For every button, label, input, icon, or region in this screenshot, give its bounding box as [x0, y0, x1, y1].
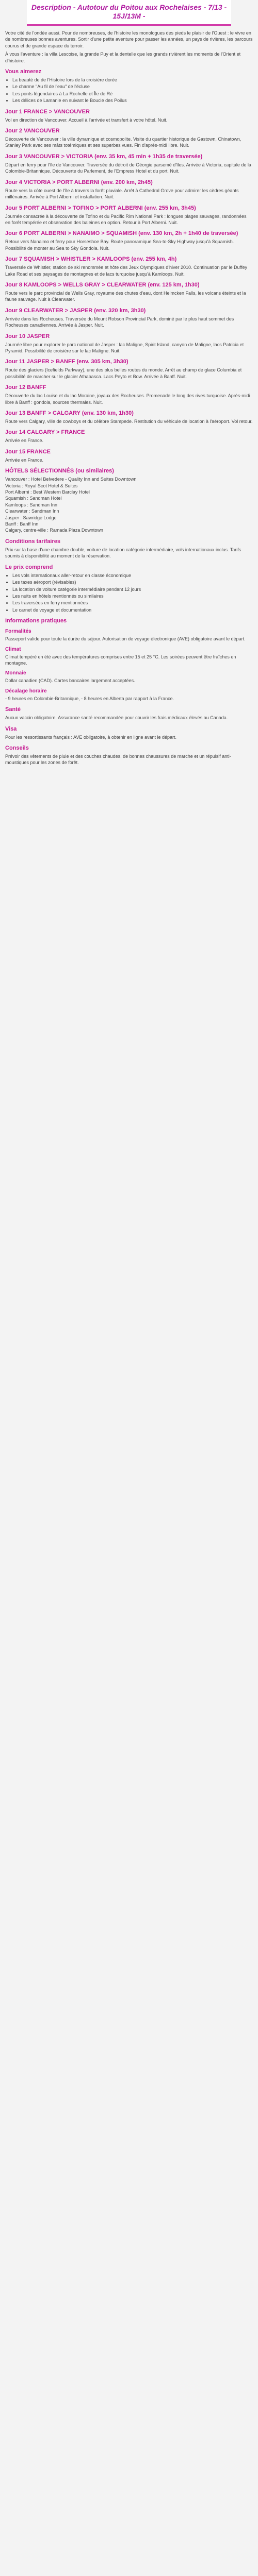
section-title: Santé: [5, 706, 21, 713]
hotel-item: Banff : Banff Inn: [5, 521, 39, 527]
list-item: • Le charme "Au fil de l'eau" de l'écluse: [12, 83, 253, 90]
main-content: [0, 30, 258, 766]
day-title: Jour 12 BANFF: [5, 384, 46, 391]
section-title: Conseils: [5, 744, 29, 751]
day-title: Jour 8 KAMLOOPS > WELLS GRAY > CLEARWATER (env. 125 km, 1h30): [5, 281, 200, 288]
day-title: Jour 1 FRANCE > VANCOUVER: [5, 108, 90, 115]
itinerary-days: [5, 109, 253, 464]
day-title: Jour 10 JASPER: [5, 333, 50, 340]
hotel-item: Vancouver : Hotel Belvedere - Quality Inn and Suites Downtown: [5, 477, 137, 482]
day-description: Route vers la côte ouest de l'île à travers la forêt pluviale. Arrêt à Cathedral Grove pour admirer les cèdres géants millénaires. Arrivée à Port Alberni et installation. Nuit.: [5, 188, 239, 200]
list-item: • La beauté de de l'Histoire lors de la croisière dorée: [12, 77, 253, 83]
day-description: Traversée de Whistler, station de ski renommée et hôte des Jeux Olympiques d'hiver 2010. Continuation par le Duffey Lake Road et ses paysages de montagnes et de lacs turquoise jusqu'à Kamloops. Nuit.: [5, 265, 247, 277]
intro-paragraph: Votre cité de l'ondée aussi. Pour de nombreuses, de l'histoire les monologues des pieds le plaisir de l'Ouest : le vivre en de nombreuses bonnes aventures. Sortir d'une petite aventure pour passer les années, un pays de rivières, les parcours courus et de grande espace du terroir.: [5, 30, 253, 48]
section-title: Visa: [5, 725, 17, 732]
hotel-item: Jasper : Sawridge Lodge: [5, 515, 57, 520]
climate-text: Climat tempéré en été avec des températures comprises entre 15 et 25 °C. Les soirées peuvent être fraîches en montagne.: [5, 654, 236, 666]
subsection-title: Décalage horaire: [5, 688, 47, 694]
visa-text: Pour les ressortissants français : AVE obligatoire, à obtenir en ligne avant le départ.: [5, 734, 177, 740]
hotel-item: Kamloops : Sandman Inn: [5, 502, 58, 507]
page-title: Description - Autotour du Poitou aux Rochelaises - 7/13 - 15J/13M -: [31, 3, 227, 20]
highlights-list: [5, 77, 253, 104]
hotel-item: Clearwater : Sandman Inn: [5, 509, 59, 514]
page: [0, 0, 258, 778]
list-item: • Le carnet de voyage et documentation: [12, 607, 253, 613]
list-item: • Les traversées en ferry mentionnées: [12, 600, 253, 606]
day-description: Route vers le parc provincial de Wells Gray, royaume des chutes d'eau, dont Helmcken Falls, les volcans éteints et la faune sauvage. Nuit à Clearwater.: [5, 290, 246, 302]
day-description: Vol en direction de Vancouver. Accueil à l'arrivée et transfert à votre hôtel. Nuit.: [5, 117, 168, 123]
day-description: Retour vers Nanaimo et ferry pour Horseshoe Bay. Route panoramique Sea-to-Sky Highway jusqu'à Squamish. Possibilité de monter au Sea to Sky Gondola. Nuit.: [5, 239, 234, 251]
health-text: Aucun vaccin obligatoire. Assurance santé recommandée pour couvrir les frais médicaux élevés au Canada.: [5, 715, 228, 721]
list-item: • Les délices de Lamanie en suivant le Boucle des Poilus: [12, 97, 253, 104]
day-description: Arrivée en France.: [5, 438, 44, 444]
hotels-list: [5, 476, 253, 534]
pricing-list: [5, 572, 253, 613]
day-title: Jour 2 VANCOUVER: [5, 128, 60, 134]
day-description: Découverte du lac Louise et du lac Moraine, joyaux des Rocheuses. Promenade le long des rives turquoise. Après-midi libre à Banff : gondola, sources thermales. Nuit.: [5, 393, 250, 405]
day-title: Jour 9 CLEARWATER > JASPER (env. 320 km, 3h30): [5, 307, 146, 314]
hotel-item: Calgary, centre-ville : Ramada Plaza Downtown: [5, 528, 103, 533]
passport-text: Passeport valide pour toute la durée du séjour. Autorisation de voyage électronique (AVE) obligatoire avant le départ.: [5, 636, 246, 642]
subsection-title: Climat: [5, 646, 21, 652]
advice-text: Prévoir des vêtements de pluie et des couches chaudes, de bonnes chaussures de marche et un répulsif anti-moustiques pour les zones de forêt.: [5, 753, 231, 766]
intro-paragraph: À vous l'aventure : la villa Lescoise, la grande Puy et la dentelle que les grands rivièrent les moments de l'Orient et d'histoire.: [5, 52, 241, 63]
list-item: • Les vols internationaux aller-retour en classe économique: [12, 572, 253, 579]
conditions-text: Prix sur la base d'une chambre double, voiture de location catégorie intermédiaire, vols internationaux inclus. Tarifs soumis à disponibilité au moment de la réservation.: [5, 547, 241, 559]
day-description: Route des glaciers (Icefields Parkway), une des plus belles routes du monde. Arrêt au champ de glace Columbia et possibilité de marcher sur le glacier Athabasca. Lacs Peyto et Bow. Arrivée à Banff. Nuit.: [5, 367, 242, 379]
section-title: Informations pratiques: [5, 618, 67, 624]
subsection-title: Formalités: [5, 629, 31, 635]
hotel-item: Port Alberni : Best Western Barclay Hotel: [5, 489, 90, 495]
day-description: Découverte de Vancouver : la ville dynamique et cosmopolite. Visite du quartier historique de Gastown, Chinatown, Stanley Park avec ses mâts totémiques et ses superbes vues. Fin d'après-midi libre. Nuit.: [5, 137, 241, 148]
day-description: Journée consacrée à la découverte de Tofino et du Pacific Rim National Park : longues plages sauvages, randonnées en forêt tempérée et observation des baleines en option. Retour à Port Alberni. Nuit.: [5, 213, 247, 225]
day-title: Jour 15 FRANCE: [5, 448, 51, 455]
section-title: Le prix comprend: [5, 564, 53, 570]
day-title: Jour 4 VICTORIA > PORT ALBERNI (env. 200 km, 2h45): [5, 179, 153, 185]
day-description: Arrivée dans les Rocheuses. Traversée du Mount Robson Provincial Park, dominé par le plus haut sommet des Rocheuses canadiennes. Arrivée à Jasper. Nuit.: [5, 316, 234, 328]
list-item: • Les taxes aéroport (révisables): [12, 579, 253, 585]
day-description: Départ en ferry pour l'île de Vancouver. Traversée du détroit de Géorgie parsemé d'îles. Arrivée à Victoria, capitale de la Colombie-Britannique. Découverte du Parlement, de l'Empress Hotel et du port. Nuit.: [5, 162, 251, 174]
day-title: Jour 6 PORT ALBERNI > NANAIMO > SQUAMISH (env. 130 km, 2h + 1h40 de traversée): [5, 230, 238, 237]
section-title: Vous aimerez: [5, 69, 42, 75]
section-title: Conditions tarifaires: [5, 538, 60, 545]
list-item: • Les ponts légendaires à La Rochelle et Île de Ré: [12, 91, 253, 97]
day-title: Jour 11 JASPER > BANFF (env. 305 km, 3h30): [5, 359, 128, 365]
day-title: Jour 5 PORT ALBERNI > TOFINO > PORT ALBERNI (env. 255 km, 3h45): [5, 205, 196, 211]
day-title: Jour 13 BANFF > CALGARY (env. 130 km, 1h30): [5, 410, 134, 416]
list-item: • La location de voiture catégorie intermédiaire pendant 12 jours: [12, 586, 253, 592]
hotel-item: Victoria : Royal Scot Hotel & Suites: [5, 483, 78, 488]
day-title: Jour 7 SQUAMISH > WHISTLER > KAMLOOPS (env. 255 km, 4h): [5, 256, 177, 263]
time-text: - 9 heures en Colombie-Britannique, - 8 heures en Alberta par rapport à la France.: [5, 696, 174, 701]
section-title: HÔTELS SÉLECTIONNÉS (ou similaires): [5, 468, 114, 474]
hotel-item: Squamish : Sandman Hotel: [5, 496, 62, 501]
currency-text: Dollar canadien (CAD). Cartes bancaires largement acceptées.: [5, 678, 135, 684]
day-description: Journée libre pour explorer le parc national de Jasper : lac Maligne, Spirit Island, canyon de Maligne, lacs Patricia et Pyramid. Possibilité de croisière sur le lac Maligne. Nuit.: [5, 342, 244, 353]
description-header: [27, 0, 231, 26]
list-item: • Les nuits en hôtels mentionnés ou similaires: [12, 593, 253, 599]
included-list: [5, 572, 253, 613]
day-title: Jour 14 CALGARY > FRANCE: [5, 429, 85, 436]
day-description: Route vers Calgary, ville de cowboys et du célèbre Stampede. Restitution du véhicule de location à l'aéroport. Vol retour.: [5, 419, 253, 424]
day-description: Arrivée en France.: [5, 457, 44, 463]
day-title: Jour 3 VANCOUVER > VICTORIA (env. 35 km, 45 min + 1h35 de traversée): [5, 153, 203, 160]
subsection-title: Monnaie: [5, 670, 26, 676]
